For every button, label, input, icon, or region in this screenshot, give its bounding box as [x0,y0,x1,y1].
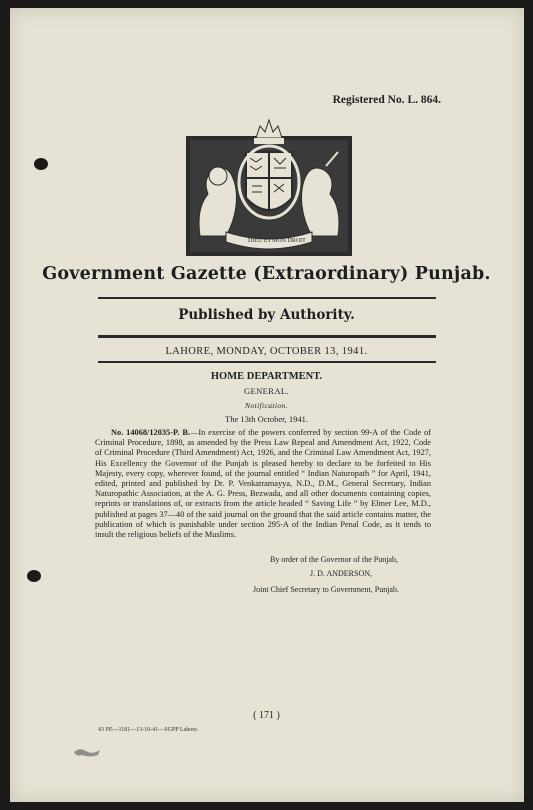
divider-rule [98,361,436,363]
department-heading: HOME DEPARTMENT. [210,371,323,382]
gazette-title: Government Gazette (Extraordinary) Punjab. [42,264,491,284]
royal-coat-of-arms [186,118,352,256]
printer-imprint: 43 PE—1181—13-10-41—SGPP Lahore. [98,727,199,733]
ink-smudge [72,746,102,758]
notification-label: Notification. [245,401,288,410]
punch-hole [27,570,41,582]
page-number: ( 171 ) [253,710,280,721]
crest-motto-left: DIEU ET [248,238,272,244]
signature-name: J. D. ANDERSON, [310,569,373,578]
section-heading: GENERAL. [244,386,289,396]
published-by-authority: Published by Authority. [178,307,355,323]
signature-by-order: By order of the Governor of the Punjab, [270,555,398,564]
notification-number: No. 14068/12035-P. B. [111,428,190,437]
notification-date: The 13th October, 1941. [225,414,308,424]
registered-number: Registered No. L. 864. [332,94,441,106]
punch-hole [34,158,48,170]
divider-rule [98,297,436,299]
notification-body [95,428,431,540]
notification-text: —In exercise of the powers conferred by section 99-A of the Code of Criminal Procedure, 1898, as amended by the Press Law Repeal and Amendment Act, 1922, Code of Criminal Procedure (Third Amendment) Act, 1926, and the Criminal Law Amendment Act, 1927, His Excellency the Governor of the Punjab is pleased hereby to declare to be forfeited to His Majesty, every copy, wherever found, of the journal entitled “ Indian Naturopath ” for April, 1941, edited, printed and published by Dr. P. Venkatramayya, N.D., D.M., General Secretary, Indian Naturopathic Association, at the A. G. Press, Bezwada, and all other documents containing copies, reprints or translations of, or extracts from the article headed “ Saving Life ” by Elmer Lee, M.D., published at pages 37—40 of the said journal on the ground that the said article contains matter, the publication of which is punishable under section 295-A of the Indian Penal Code, as it tends to insult the religious beliefs of the Muslims. [95,428,432,540]
divider-rule [98,335,436,338]
dateline: LAHORE, MONDAY, OCTOBER 13, 1941. [165,346,368,357]
crest-motto-right: MON DROIT [272,238,306,244]
signature-designation: Joint Chief Secretary to Government, Punjab. [253,585,399,594]
